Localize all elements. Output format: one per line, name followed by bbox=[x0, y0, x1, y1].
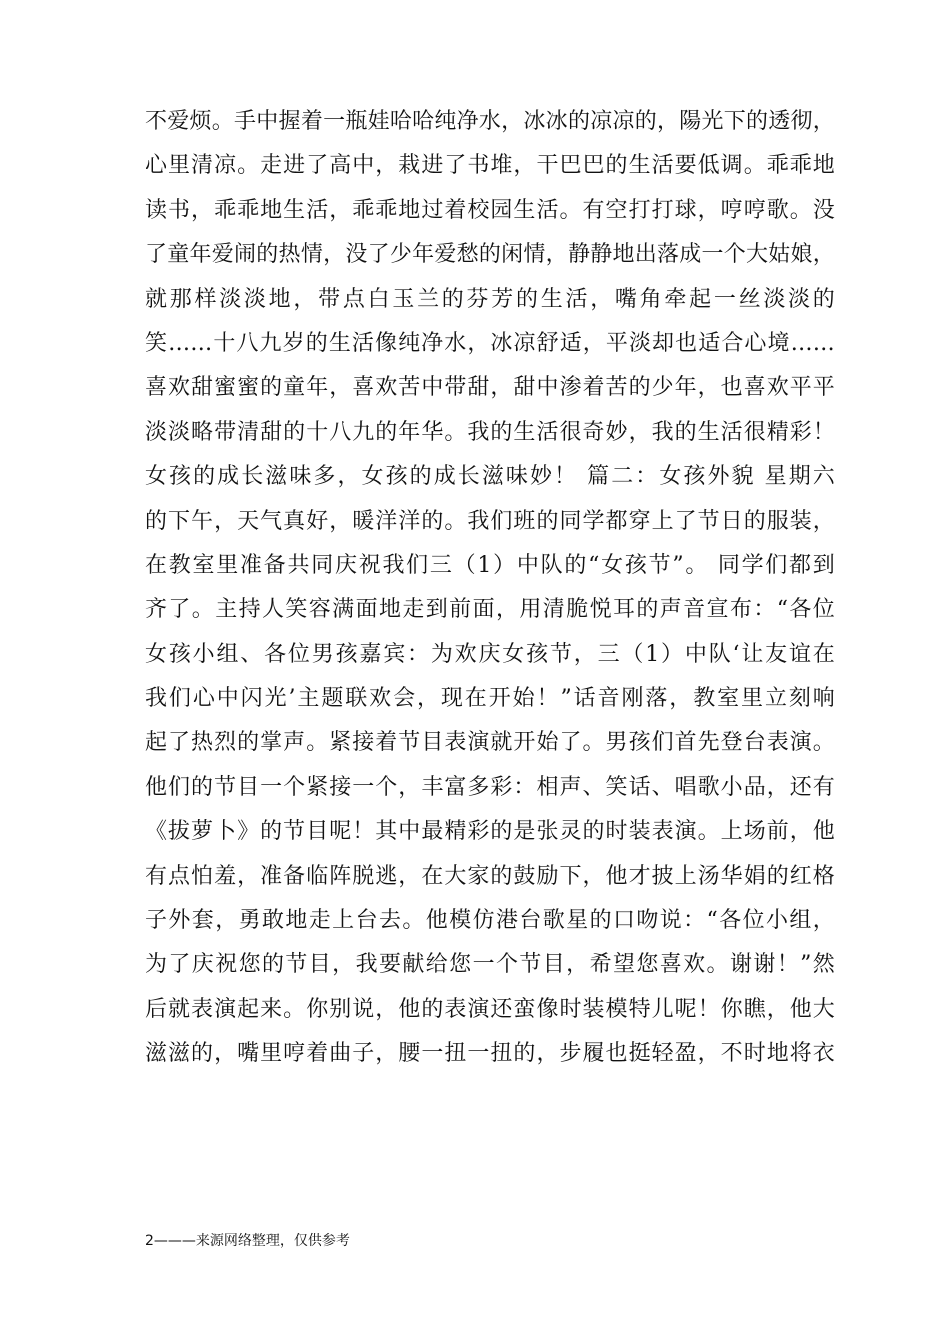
text-line-3: 读书，乖乖地生活，乖乖地过着校园生活。有空打打球，哼哼歌。没 bbox=[145, 197, 835, 223]
text-line-1: 不爱烦。手中握着一瓶娃哈哈纯净水，冰冰的凉凉的，陽光下的透彻， bbox=[145, 109, 835, 134]
text-line-8: 淡淡略带清甜的十八九的年华。我的生活很奇妙，我的生活很精彩！ bbox=[145, 419, 835, 445]
text-line-16: 他们的节目一个紧接一个，丰富多彩：相声、笑话、唱歌小品，还有 bbox=[145, 774, 835, 800]
text-line-17: 《拔萝卜》的节目呢！其中最精彩的是张灵的时装表演。上场前，他 bbox=[145, 819, 835, 845]
text-line-12: 齐了。主持人笑容满面地走到前面，用清脆悦耳的声音宣布：“各位 bbox=[145, 597, 835, 623]
text-line-11: 在教室里准备共同庆祝我们三（1）中队的“女孩节”。 同学们都到 bbox=[145, 552, 835, 578]
text-line-6: 笑……十八九岁的生活像纯净水，冰凉舒适，平淡却也适合心境…… bbox=[145, 330, 835, 356]
body-text bbox=[145, 100, 835, 1077]
text-line-10: 的下午，天气真好，暖洋洋的。我们班的同学都穿上了节日的服装， bbox=[145, 508, 835, 534]
text-line-20: 为了庆祝您的节目，我要献给您一个节目，希望您喜欢。谢谢！”然 bbox=[145, 952, 835, 978]
text-line-7: 喜欢甜蜜蜜的童年，喜欢苦中带甜，甜中渗着苦的少年，也喜欢平平 bbox=[145, 375, 835, 401]
text-line-18: 有点怕羞，准备临阵脱逃，在大家的鼓励下，他才披上汤华娟的红格 bbox=[145, 863, 835, 889]
text-line-13: 女孩小组、各位男孩嘉宾：为欢庆女孩节，三（1）中队‘让友谊在 bbox=[145, 641, 835, 667]
text-line-15: 起了热烈的掌声。紧接着节目表演就开始了。男孩们首先登台表演。 bbox=[145, 730, 835, 756]
text-line-19: 子外套，勇敢地走上台去。他模仿港台歌星的口吻说：“各位小组， bbox=[145, 908, 835, 934]
text-line-14: 我们心中闪光’主题联欢会，现在开始！”话音刚落，教室里立刻响 bbox=[145, 686, 835, 712]
text-line-22: 滋滋的，嘴里哼着曲子，腰一扭一扭的，步履也挺轻盈，不时地将衣 bbox=[145, 1041, 835, 1067]
text-line-2: 心里清凉。走进了高中，栽进了书堆，干巴巴的生活要低调。乖乖地 bbox=[145, 153, 835, 179]
text-line-21: 后就表演起来。你别说，他的表演还蛮像时装模特儿呢！你瞧，他大 bbox=[145, 996, 835, 1022]
page-footer: 2———来源网络整理，仅供参考 bbox=[145, 1233, 350, 1249]
text-line-4: 了童年爱闹的热情，没了少年爱愁的闲情，静静地出落成一个大姑娘， bbox=[145, 242, 835, 268]
text-line-9: 女孩的成长滋味多，女孩的成长滋味妙！ 篇二：女孩外貌 星期六 bbox=[145, 464, 835, 490]
text-line-5: 就那样淡淡地，带点白玉兰的芬芳的生活，嘴角牵起一丝淡淡的 bbox=[145, 286, 835, 312]
